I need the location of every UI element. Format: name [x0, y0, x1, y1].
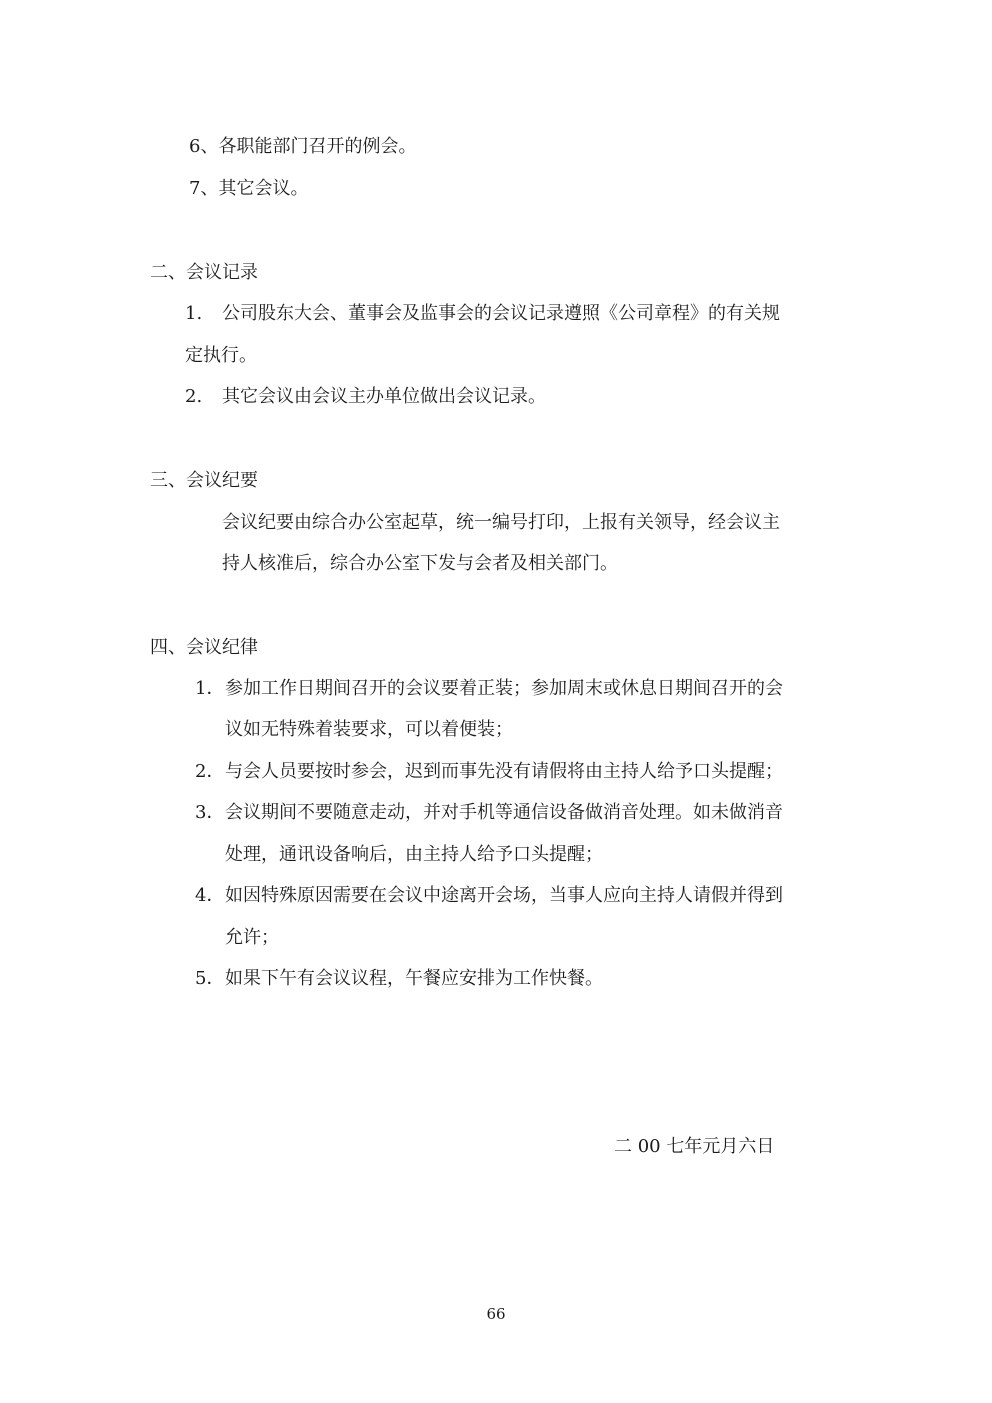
- section2-item-1-number: 1.: [185, 303, 203, 324]
- list-item-text: 其它会议。: [218, 178, 309, 199]
- section-heading-meeting-records: 二、会议记录: [150, 262, 258, 283]
- section-heading-meeting-minutes: 三、会议纪要: [150, 470, 258, 491]
- section4-item-4-line1: 如因特殊原因需要在会议中途离开会场，当事人应向主持人请假并得到: [225, 885, 783, 906]
- section2-item-1-line1: 公司股东大会、董事会及监事会的会议记录遵照《公司章程》的有关规: [222, 303, 780, 324]
- list-item-7: [189, 178, 308, 200]
- section2-item-1-line2: 定执行。: [185, 345, 257, 366]
- section3-paragraph-line2: 持人核准后，综合办公室下发与会者及相关部门。: [222, 553, 618, 574]
- section4-item-5-number: 5．: [195, 968, 225, 989]
- section4-item-3-number: 3．: [195, 802, 225, 823]
- document-date: 二 00 七年元月六日: [614, 1136, 775, 1157]
- list-item-number: 6、: [189, 136, 219, 157]
- list-item-number: 7、: [189, 178, 219, 199]
- section4-item-1-line1: 参加工作日期间召开的会议要着正装；参加周末或休息日期间召开的会: [225, 678, 783, 699]
- section-heading-meeting-discipline: 四、会议纪律: [150, 637, 258, 658]
- section2-item-2-line1: 其它会议由会议主办单位做出会议记录。: [222, 386, 546, 407]
- page-number: 66: [486, 1305, 506, 1323]
- section4-item-2-number: 2．: [195, 761, 225, 782]
- section4-item-3-line1: 会议期间不要随意走动，并对手机等通信设备做消音处理。如未做消音: [225, 802, 783, 823]
- list-item-6: [189, 136, 416, 158]
- section2-item-2-number: 2.: [185, 386, 203, 407]
- section4-item-4-line2: 允许；: [225, 927, 279, 948]
- section4-item-1-line2: 议如无特殊着装要求，可以着便装；: [225, 719, 513, 740]
- list-item-text: 各职能部门召开的例会。: [218, 136, 417, 157]
- section4-item-5-line1: 如果下午有会议议程，午餐应安排为工作快餐。: [225, 968, 603, 989]
- section4-item-1-number: 1．: [195, 678, 225, 699]
- section4-item-2-line1: 与会人员要按时参会，迟到而事先没有请假将由主持人给予口头提醒；: [225, 761, 783, 782]
- section3-paragraph-line1: 会议纪要由综合办公室起草，统一编号打印，上报有关领导，经会议主: [222, 512, 780, 533]
- section4-item-3-line2: 处理，通讯设备响后，由主持人给予口头提醒；: [225, 844, 603, 865]
- section4-item-4-number: 4．: [195, 885, 225, 906]
